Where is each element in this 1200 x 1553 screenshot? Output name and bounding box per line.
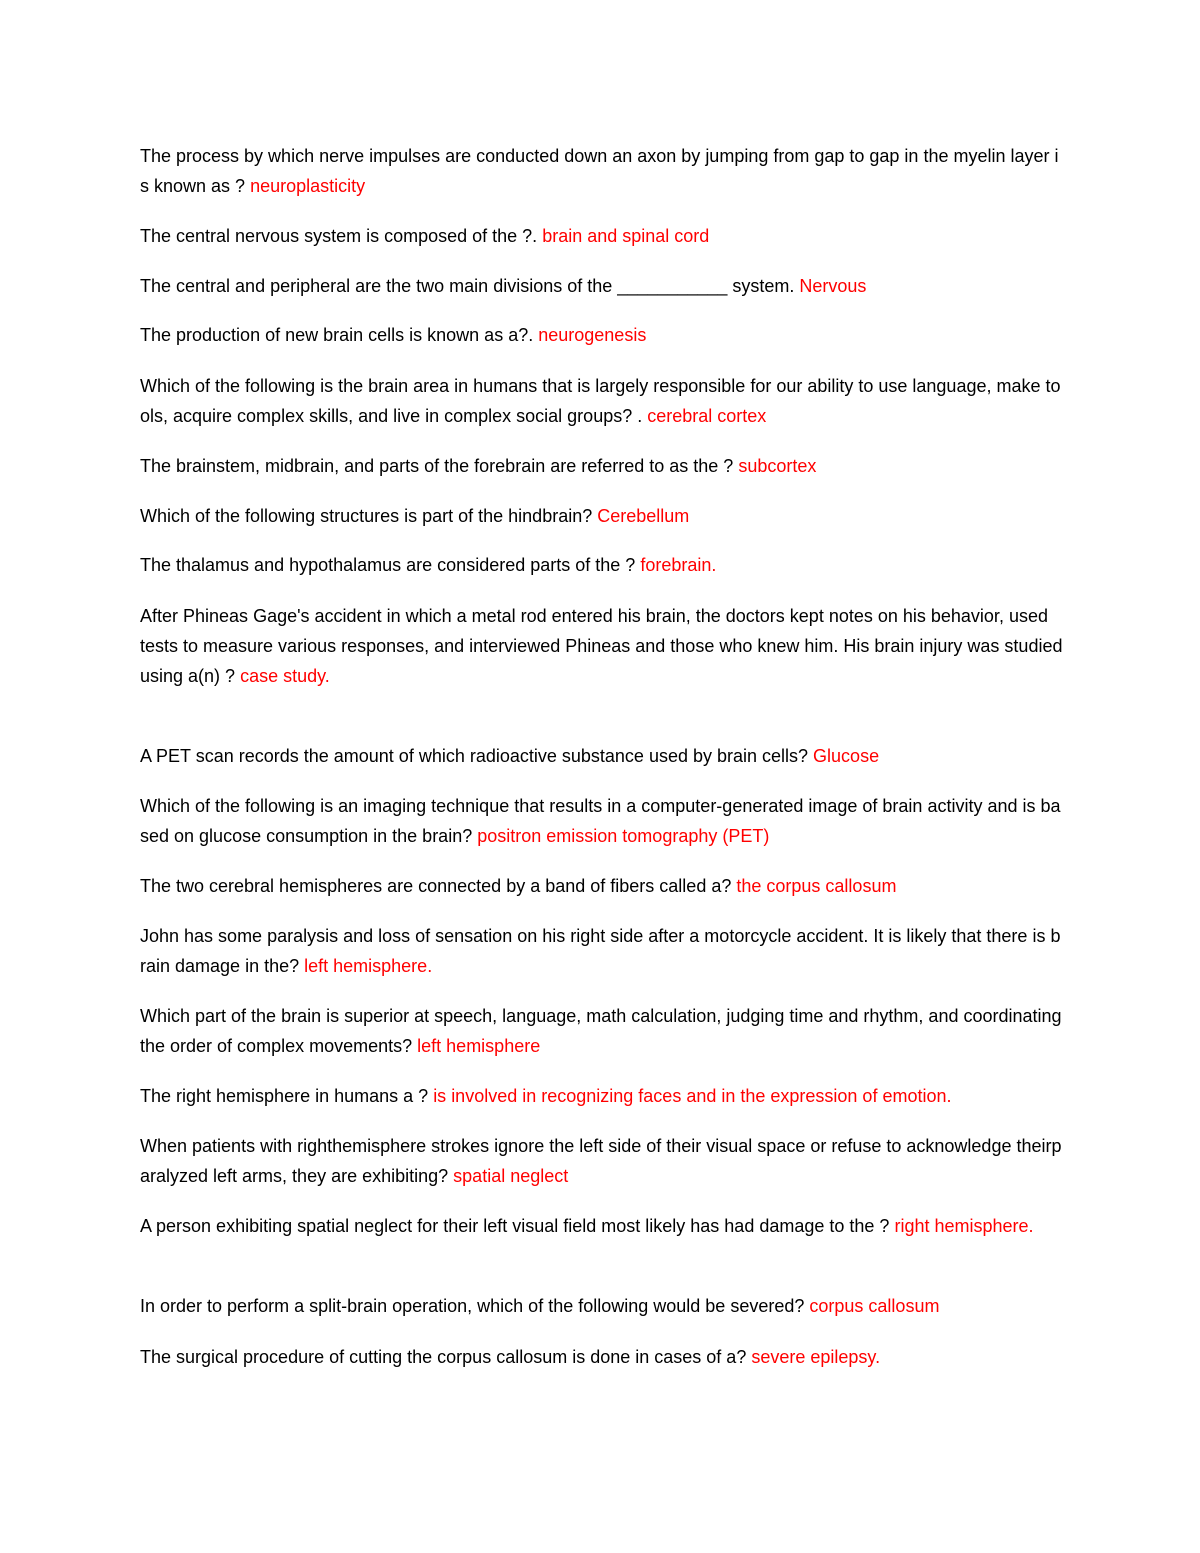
qa-item-17 [140,1211,1065,1241]
qa-item-16 [140,1131,1065,1191]
answer-text: spatial neglect [453,1166,569,1186]
question-text: The central and peripheral are the two main divisions of the ___________ system. [140,276,795,296]
answer-text: left hemisphere [417,1036,541,1056]
question-text: John has some paralysis and loss of sensation on his right side after a motorcycle accident. It is likely that there is brain damage in the? [140,926,1061,976]
qa-item-2 [140,221,1065,251]
answer-text: Cerebellum [597,506,690,526]
answer-text: brain and spinal cord [542,226,710,246]
qa-item-15 [140,1081,1065,1111]
answer-text: left hemisphere. [304,956,433,976]
qa-item-14 [140,1001,1065,1061]
question-text: Which of the following is an imaging technique that results in a computer-generated image of brain activity and is based on glucose consumption in the brain? [140,796,1061,846]
question-text: The process by which nerve impulses are conducted down an axon by jumping from gap to gap in the myelin layer is known as ? [140,146,1059,196]
qa-item-9 [140,601,1065,691]
question-text: When patients with righthemisphere strokes ignore the left side of their visual space or refuse to acknowledge theirparalyzed left arms, they are exhibiting? [140,1136,1062,1186]
qa-item-18 [140,1291,1065,1321]
question-text: The surgical procedure of cutting the corpus callosum is done in cases of a? [140,1347,747,1367]
qa-item-8 [140,550,1065,580]
answer-text: case study. [240,666,330,686]
answer-text: right hemisphere. [894,1216,1034,1236]
answer-text: Nervous [799,276,867,296]
answer-text: positron emission tomography (PET) [477,826,770,846]
question-text: In order to perform a split-brain operation, which of the following would be severed? [140,1296,805,1316]
question-text: The brainstem, midbrain, and parts of the forebrain are referred to as the ? [140,456,734,476]
question-text: Which of the following structures is part of the hindbrain? [140,506,593,526]
qa-item-11 [140,791,1065,851]
question-text: After Phineas Gage's accident in which a metal rod entered his brain, the doctors kept notes on his behavior, used tests to measure various responses, and interviewed Phineas and those who knew him. His brain injury was studied using a(n) ? [140,606,1063,686]
question-text: The two cerebral hemispheres are connected by a band of fibers called a? [140,876,732,896]
qa-item-19 [140,1342,1065,1372]
qa-item-6 [140,451,1065,481]
question-text: A PET scan records the amount of which radioactive substance used by brain cells? [140,746,809,766]
qa-item-13 [140,921,1065,981]
answer-text: corpus callosum [809,1296,940,1316]
question-text: The central nervous system is composed of the ?. [140,226,538,246]
answer-text: subcortex [738,456,817,476]
qa-item-10 [140,741,1065,771]
answer-text: neuroplasticity [250,176,366,196]
answer-text: Glucose [813,746,880,766]
question-text: A person exhibiting spatial neglect for their left visual field most likely has had damage to the ? [140,1216,890,1236]
answer-text: neurogenesis [538,325,647,345]
answer-text: forebrain. [640,555,717,575]
answer-text: cerebral cortex [647,406,767,426]
qa-item-3 [140,271,1065,301]
answer-text: is involved in recognizing faces and in the expression of emotion. [433,1086,952,1106]
answer-text: the corpus callosum [736,876,897,896]
question-text: Which of the following is the brain area in humans that is largely responsible for our ability to use language, make tools, acquire complex skills, and live in complex social groups? . [140,376,1061,426]
qa-item-4 [140,320,1065,350]
qa-item-1 [140,141,1065,201]
qa-item-7 [140,501,1065,531]
question-text: Which part of the brain is superior at speech, language, math calculation, judging time and rhythm, and coordinating the order of complex movements? [140,1006,1062,1056]
qa-item-5 [140,371,1065,431]
answer-text: severe epilepsy. [751,1347,881,1367]
question-text: The thalamus and hypothalamus are considered parts of the ? [140,555,636,575]
question-text: The right hemisphere in humans a ? [140,1086,429,1106]
qa-item-12 [140,871,1065,901]
question-text: The production of new brain cells is known as a?. [140,325,534,345]
